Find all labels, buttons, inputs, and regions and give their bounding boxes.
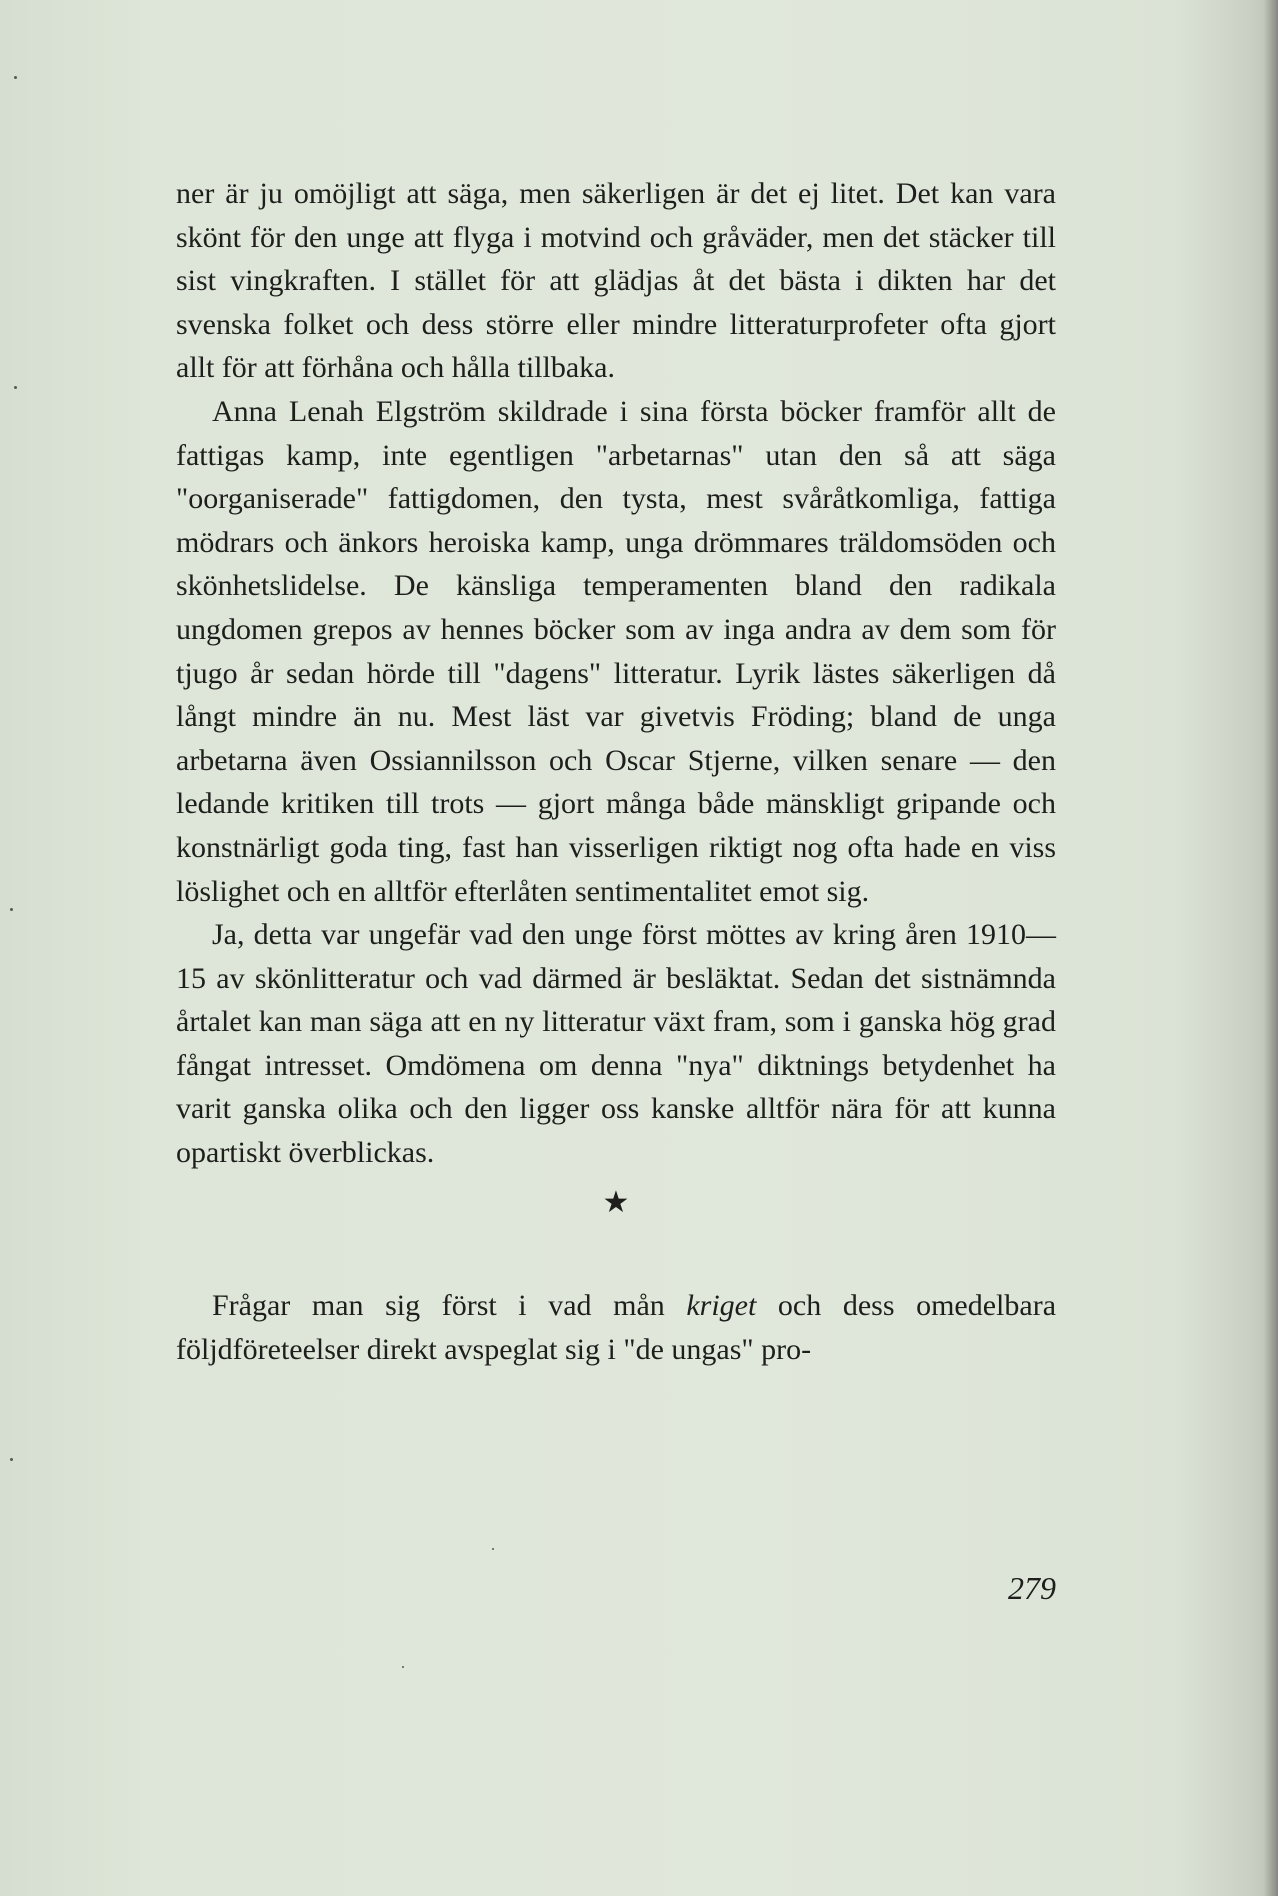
body-text	[176, 172, 1056, 1371]
paragraph-1-text: ner är ju omöjligt att säga, men säkerligen är det ej litet. Det kan vara skönt för den unge att flyga i motvind och gråväder, men det stäcker till sist vingkraften. I stället för att glädjas åt det bästa i dikten har det svenska folket och dess större eller mindre litteraturprofeter ofta gjort allt för att förhåna och hålla tillbaka.	[176, 177, 1056, 385]
paper-speck	[10, 908, 13, 911]
paragraph-4-italic-word: kriget	[686, 1289, 757, 1323]
paper-speck	[402, 1666, 404, 1668]
paper-speck	[492, 1548, 494, 1550]
page-edge-shadow	[1264, 0, 1278, 1896]
paragraph-1	[176, 172, 1056, 390]
paragraph-2	[176, 390, 1056, 913]
paragraph-3	[176, 913, 1056, 1175]
paragraph-2-text: Anna Lenah Elgström skildrade i sina första böcker framför allt de fattigas kamp, inte egentligen "arbetarnas" utan den så att säga "oorganiserade" fattigdomen, den tysta, mest svåråtkomliga, fattiga mödrars och änkors heroiska kamp, unga drömmares träldomsöden och skönhetslidelse. De känsliga temperamenten bland den radikala ungdomen grepos av hennes böcker som av inga andra av dem som för tjugo år sedan hörde till "dagens" litteratur. Lyrik lästes säkerligen då långt mindre än nu. Mest läst var givetvis Fröding; bland de unga arbetarna även Ossiannilsson och Oscar Stjerne, vilken senare — den ledande kritiken till trots — gjort många både mänskligt gripande och konstnärligt goda ting, fast han visserligen riktigt nog ofta hade en viss löslighet och en alltför efterlåten sentimentalitet emot sig.	[176, 394, 1056, 908]
paragraph-4	[176, 1284, 1056, 1371]
section-separator-star-icon: ★	[602, 1185, 630, 1219]
paragraph-3-text: Ja, detta var ungefär vad den unge först möttes av kring åren 1910—15 av skönlitteratur och vad därmed är besläktat. Sedan det sistnämnda årtalet kan man säga att en ny litteratur växt fram, som i ganska hög grad fångat intresset. Omdömena om denna "nya" diktnings betydenhet ha varit ganska olika och den ligger oss kanske alltför nära för att kunna opartiskt överblickas.	[176, 918, 1056, 1170]
page-number: 279	[1008, 1570, 1056, 1606]
paper-speck	[14, 386, 17, 389]
paper-speck	[10, 1458, 13, 1461]
paper-speck	[14, 76, 17, 79]
paragraph-4-text-before: Frågar man sig först i vad mån	[212, 1289, 687, 1323]
paragraph-4-text-after: och dess omedelbara följdföreteelser direkt avspeglat sig i "de ungas" pro-	[176, 1289, 1057, 1366]
